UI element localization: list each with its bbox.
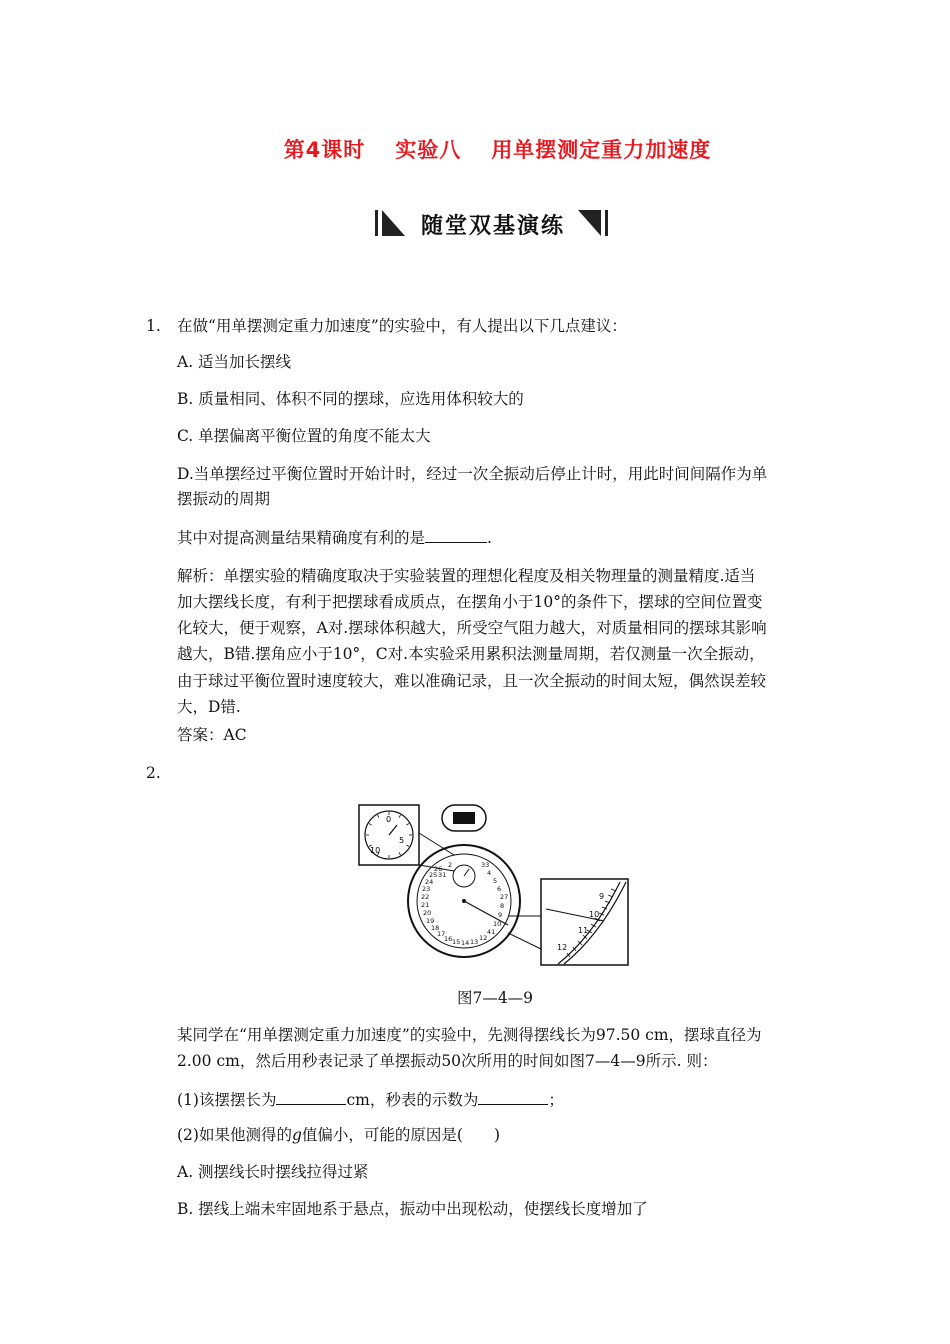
section-banner xyxy=(373,206,610,240)
inset-right-label-11: 11 xyxy=(578,926,589,935)
stopwatch-figure xyxy=(358,803,634,975)
dial-label-27: 27 xyxy=(500,893,509,901)
dial-label-13: 13 xyxy=(470,938,479,946)
dial-label-15: 15 xyxy=(452,938,461,946)
inset-right-label-12: 12 xyxy=(557,943,568,952)
q2-stem-line2: 2.00 cm，然后用秒表记录了单摆振动50次所用的时间如图7—4—9所示. 则： xyxy=(177,1052,718,1070)
q2-sub1-text-c: ； xyxy=(548,1091,564,1109)
inset-left-label-10: 10 xyxy=(370,846,381,855)
q2-sub1-blank-reading xyxy=(478,1088,548,1105)
q2-stem-line1: 某同学在“用单摆测定重力加速度”的实验中，先测得摆线长为97.50 cm，摆球直径为 xyxy=(177,1026,762,1044)
dial-label-10: 10 xyxy=(493,920,502,928)
q1-option-d-line1: D.当单摆经过平衡位置时开始计时，经过一次全振动后停止计时，用此时间间隔作为单 xyxy=(177,465,768,483)
dial-label-9: 9 xyxy=(498,911,503,919)
inset-left-label-5: 5 xyxy=(399,836,405,845)
topic-label: 用单摆测定重力加速度 xyxy=(491,138,712,162)
dial-label-4: 4 xyxy=(487,869,492,877)
dial-label-21: 21 xyxy=(421,901,430,909)
q1-answer-blank xyxy=(425,526,487,543)
dial-label-31: 31 xyxy=(438,871,447,879)
q1-analysis-line-1: 解析：单摆实验的精确度取决于实验装置的理想化程度及相关物理量的测量精度.适当 xyxy=(177,567,756,585)
q1-option-b: B. 质量相同、体积不同的摆球，应选用体积较大的 xyxy=(177,390,524,408)
q2-sub1-text-a: (1)该摆摆长为 xyxy=(177,1091,277,1109)
dial-label-24: 24 xyxy=(425,878,434,886)
dial-label-2: 2 xyxy=(448,861,453,869)
q1-question-end: . xyxy=(487,529,492,547)
q2-option-a: A. 测摆线长时摆线拉得过紧 xyxy=(177,1163,369,1181)
q2-sub2-text-b: 值偏小，可能的原因是( ) xyxy=(301,1126,501,1144)
dial-label-19: 19 xyxy=(426,917,435,925)
q2-sub2 xyxy=(177,1125,500,1145)
q1-number: 1. xyxy=(146,317,161,335)
q1-question-text: 其中对提高测量结果精确度有利的是 xyxy=(177,529,426,547)
page-title xyxy=(0,134,950,164)
q2-sub1-blank-length xyxy=(276,1088,346,1105)
dial-label-18: 18 xyxy=(431,924,440,932)
q1-analysis-line-3: 化较大，便于观察，A对.摆球体积越大，所受空气阻力越大，对质量相同的摆球其影响 xyxy=(177,619,767,637)
dial-label-16: 16 xyxy=(444,935,453,943)
dial-label-22: 22 xyxy=(421,893,430,901)
q1-stem: 在做“用单摆测定重力加速度”的实验中，有人提出以下几点建议： xyxy=(177,317,627,335)
stopwatch-button xyxy=(453,812,475,824)
dial-label-6: 6 xyxy=(497,885,502,893)
dial-label-25: 25 xyxy=(429,871,438,879)
dial-label-5: 5 xyxy=(493,877,498,885)
q1-answer: 答案：AC xyxy=(177,726,247,744)
dial-label-14: 14 xyxy=(461,939,470,947)
figure-caption: 图7—4—9 xyxy=(456,989,534,1007)
q2-sub1 xyxy=(177,1088,564,1110)
q1-option-c: C. 单摆偏离平衡位置的角度不能太大 xyxy=(177,427,431,445)
q2-number: 2. xyxy=(146,764,161,782)
q1-analysis-line-4: 越大，B错.摆角应小于10°，C对.本实验采用累积法测量周期，若仅测量一次全振动， xyxy=(177,645,765,663)
q2-sub1-text-b: cm，秒表的示数为 xyxy=(346,1091,479,1109)
q1-option-a: A. 适当加长摆线 xyxy=(177,353,292,371)
dial-label-23: 23 xyxy=(422,885,431,893)
q2-sub2-text-a: (2)如果他测得的 xyxy=(177,1126,292,1144)
dial-label-41: 41 xyxy=(487,928,496,936)
lesson-label: 第4课时 xyxy=(283,138,366,162)
inset-right-label-10: 10 xyxy=(589,910,600,919)
q1-option-d-line2: 摆振动的周期 xyxy=(177,490,271,508)
inset-left-hand xyxy=(389,825,397,835)
dial-label-33: 33 xyxy=(481,861,490,869)
dial-label-26: 26 xyxy=(434,865,443,873)
q1-analysis-line-6: 大，D错. xyxy=(177,698,241,716)
inset-right-label-9: 9 xyxy=(599,892,605,901)
q2-option-b: B. 摆线上端未牢固地系于悬点，振动中出现松动，使摆线长度增加了 xyxy=(177,1200,648,1218)
dial-label-8: 8 xyxy=(500,902,505,910)
q1-question xyxy=(177,526,492,548)
q1-analysis-line-5: 由于球过平衡位置时速度较大，难以准确记录，且一次全振动的时间太短，偶然误差较 xyxy=(177,672,767,690)
q2-sub2-g: g xyxy=(291,1126,302,1144)
inset-left-label-0: 0 xyxy=(386,815,392,824)
experiment-label: 实验八 xyxy=(395,138,462,162)
dial-label-12: 12 xyxy=(479,934,488,942)
q1-analysis-line-2: 加大摆线长度，有利于把摆球看成质点，在摆角小于10°的条件下，摆球的空间位置变 xyxy=(177,593,763,611)
dial-label-17: 17 xyxy=(437,930,446,938)
dial-label-20: 20 xyxy=(423,909,432,917)
banner-text: 随堂双基演练 xyxy=(420,214,565,239)
